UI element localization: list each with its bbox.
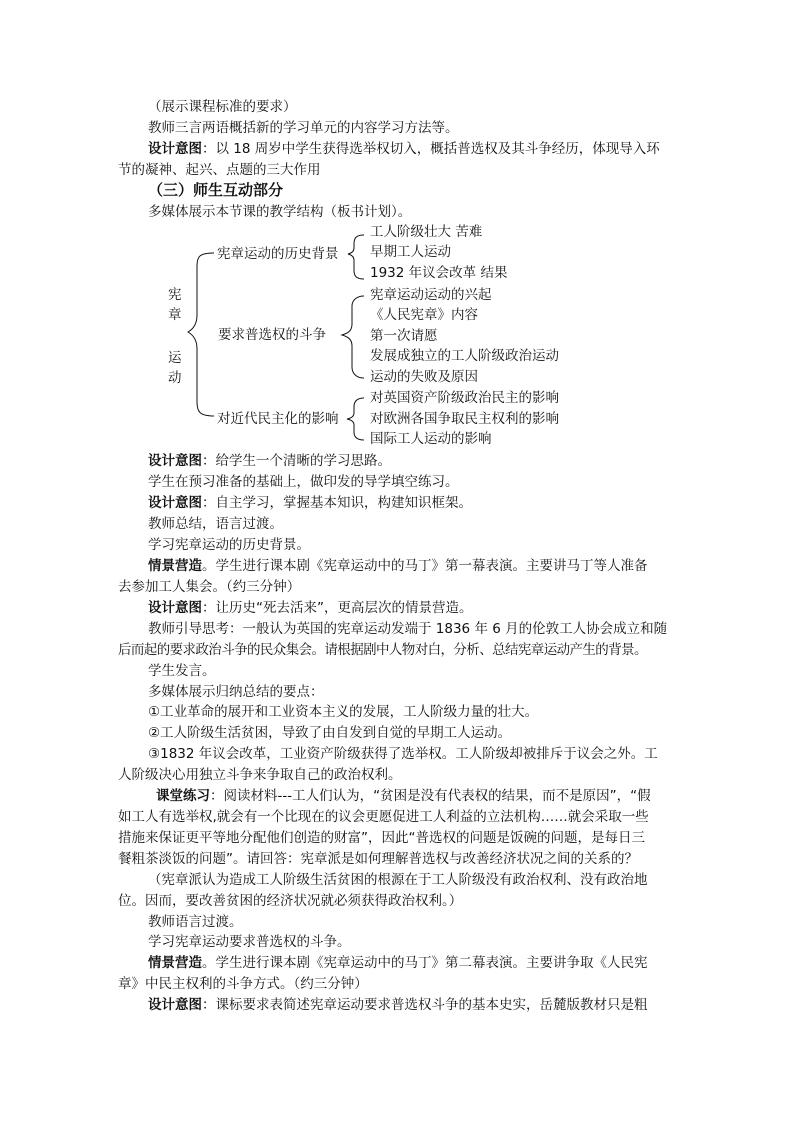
text-segment: 位。因而，要改善贫困的经济状况就必须获得政治权利。） [118, 893, 463, 909]
text-segment: 如工人有选举权,就会有一个比现在的议会更愿促进工人利益的立法机构……就会采取一些 [118, 809, 649, 825]
text-line [156, 786, 651, 806]
branch-item-text: 发展成独立的工人阶级政治运动 [370, 348, 559, 364]
branch-item-text: 第一次请愿 [370, 328, 438, 344]
text-segment: 学生在预习准备的基础上，做印发的导学填空练习。 [148, 474, 459, 490]
text-segment: 人阶级决心用独立斗争来争取自己的政治权利。 [118, 767, 402, 783]
text-line [118, 849, 638, 869]
branch-item [370, 285, 492, 305]
bold-label: 设计意图 [148, 495, 202, 511]
text-segment: 教师总结，语言过渡。 [148, 516, 283, 532]
branch-label-text: 对近代民主化的影响 [217, 411, 339, 427]
text-segment: 多媒体展示归纳总结的要点： [148, 684, 324, 700]
text-segment: ：课标要求表简述宪章运动要求普选权斗争的基本史实，岳麓版教材只是粗 [202, 997, 648, 1013]
text-line [148, 870, 648, 890]
root-char [168, 348, 182, 368]
text-segment: ：给学生一个清晰的学习思路。 [202, 453, 391, 469]
branch1-brace [348, 235, 364, 279]
bold-label: 设计意图 [148, 600, 202, 616]
branch-item-text: 1932 年议会改革 结果 [370, 265, 508, 281]
text-line [148, 953, 648, 973]
text-segment: 教师三言两语概括新的学习单元的内容学习方法等。 [148, 120, 459, 136]
text-line [148, 619, 667, 639]
bold-label: 设计意图 [148, 453, 202, 469]
root-brace [188, 253, 214, 416]
text-line [148, 932, 351, 952]
text-segment: 学习宪章运动要求普选权的斗争。 [148, 934, 351, 950]
text-segment: 后而起的要求政治斗争的民众集会。请根据剧中人物对白，分析、总结宪章运动产生的背景。 [118, 642, 647, 658]
text-segment: 学习宪章运动的历史背景。 [148, 537, 310, 553]
branch-item-text: 宪章运动运动的兴起 [370, 287, 492, 303]
text-line [118, 828, 645, 848]
bold-label: 情景营造 [148, 558, 202, 574]
root-char [168, 305, 182, 325]
root-char-text: 运 [168, 350, 182, 366]
text-segment: 节的凝神、起兴、点题的三大作用 [118, 162, 321, 178]
text-segment: 措施来保证更平等地分配他们创造的财富”，因此“普选权的问题是饭碗的问题，是每日三 [118, 830, 645, 846]
branch-item-text: 国际工人运动的影响 [370, 431, 492, 447]
text-line [148, 472, 459, 492]
text-line [148, 535, 310, 555]
text-segment: ：自主学习，掌握基本知识，构建知识框架。 [202, 495, 472, 511]
text-segment: 学生发言。 [148, 663, 216, 679]
root-char-text: 动 [168, 370, 182, 386]
branch-item-text: 运动的失败及原因 [370, 369, 478, 385]
text-line [118, 765, 402, 785]
branch-label-text: 要求普选权的斗争 [218, 327, 326, 343]
text-segment: ②工人阶级生活贫困，导致了由自发到自觉的早期工人运动。 [148, 725, 512, 741]
text-line [148, 912, 243, 932]
branch-label-text: 宪章运动的历史背景 [217, 246, 339, 262]
root-char-text: 宪 [168, 287, 182, 303]
text-line [148, 514, 283, 534]
text-segment: （宪章派认为造成工人阶级生活贫困的根源在于工人阶级没有政治权利、没有政治地 [148, 872, 648, 888]
bold-label: 课堂练习 [156, 788, 210, 804]
text-segment: 教师语言过渡。 [148, 914, 243, 930]
text-segment: ①工业革命的展开和工业资本主义的发展，工人阶级力量的壮大。 [148, 704, 539, 720]
text-line [148, 744, 658, 764]
branch-item [370, 242, 451, 262]
branch-item [370, 263, 507, 283]
text-segment: ：以 18 周岁中学生获得选举权切入，概括普选权及其斗争经历，体现导入环 [202, 141, 660, 157]
branch-item [370, 388, 559, 408]
text-line [118, 807, 649, 827]
branch-label [217, 409, 339, 429]
branch-item [370, 326, 438, 346]
text-line [118, 891, 462, 911]
root-char [168, 285, 182, 305]
branch-item [370, 367, 478, 387]
text-segment: （展示课程标准的要求） [148, 99, 297, 115]
text-segment: ③1832 年议会改革，工业资产阶级获得了选举权。工人阶级却被排斥于议会之外。工 [148, 746, 658, 762]
branch-item [370, 409, 559, 429]
branch2-brace [342, 296, 364, 378]
branch-item-text: 《人民宪章》内容 [370, 307, 478, 323]
branch-item [370, 429, 492, 449]
text-segment: 教师引导思考：一般认为英国的宪章运动发端于 1836 年 6 月的伦敦工人协会成立和随 [148, 621, 668, 637]
text-line [148, 723, 511, 743]
section-heading-text: （三）师生互动部分 [148, 181, 284, 199]
text-line [118, 974, 368, 994]
bold-label: 情景营造 [148, 955, 202, 971]
branch-item [370, 222, 482, 242]
bold-label: 设计意图 [148, 141, 202, 157]
text-segment: ：阅读材料---工人们认为，“贫困是没有代表权的结果，而不是原因”，“假 [210, 788, 651, 804]
branch-label [218, 325, 326, 345]
branch-item-text: 对欧洲各国争取民主权利的影响 [370, 411, 559, 427]
text-line [148, 556, 648, 576]
text-segment: ：让历史“死去活来”，更高层次的情景营造。 [202, 600, 473, 616]
text-segment: 去参加工人集会。（约三分钟） [118, 579, 301, 595]
text-line [148, 661, 216, 681]
bold-label: 设计意图 [148, 997, 202, 1013]
branch-item [370, 305, 478, 325]
branch-item-text: 早期工人运动 [370, 244, 451, 260]
text-segment: 餐粗茶淡饭的问题”。请回答：宪章派是如何理解普选权与改善经济状况之间的关系的？ [118, 851, 638, 867]
text-line [148, 598, 473, 618]
root-char [168, 368, 182, 388]
root-char-text: 章 [168, 307, 182, 323]
text-segment: 章》中民主权利的斗争方式。（约三分钟） [118, 976, 368, 992]
branch-item-text: 工人阶级壮大 苦难 [370, 224, 483, 240]
text-segment: 。学生进行课本剧《宪章运动中的马丁》第二幕表演。主要讲争取《人民宪 [202, 955, 648, 971]
text-line [148, 995, 648, 1015]
branch-item [370, 346, 559, 366]
branch-label [217, 244, 339, 264]
text-line [148, 702, 538, 722]
text-segment: 。学生进行课本剧《宪章运动中的马丁》第一幕表演。主要讲马丁等人准备 [202, 558, 648, 574]
text-line [148, 451, 391, 471]
branch-item-text: 对英国资产阶级政治民主的影响 [370, 390, 559, 406]
text-line [148, 493, 472, 513]
text-line [148, 682, 324, 702]
text-segment: 多媒体展示本节课的教学结构（板书计划）。 [148, 204, 412, 220]
text-line [118, 640, 647, 660]
text-line [118, 577, 300, 597]
branch3-brace [347, 398, 364, 440]
